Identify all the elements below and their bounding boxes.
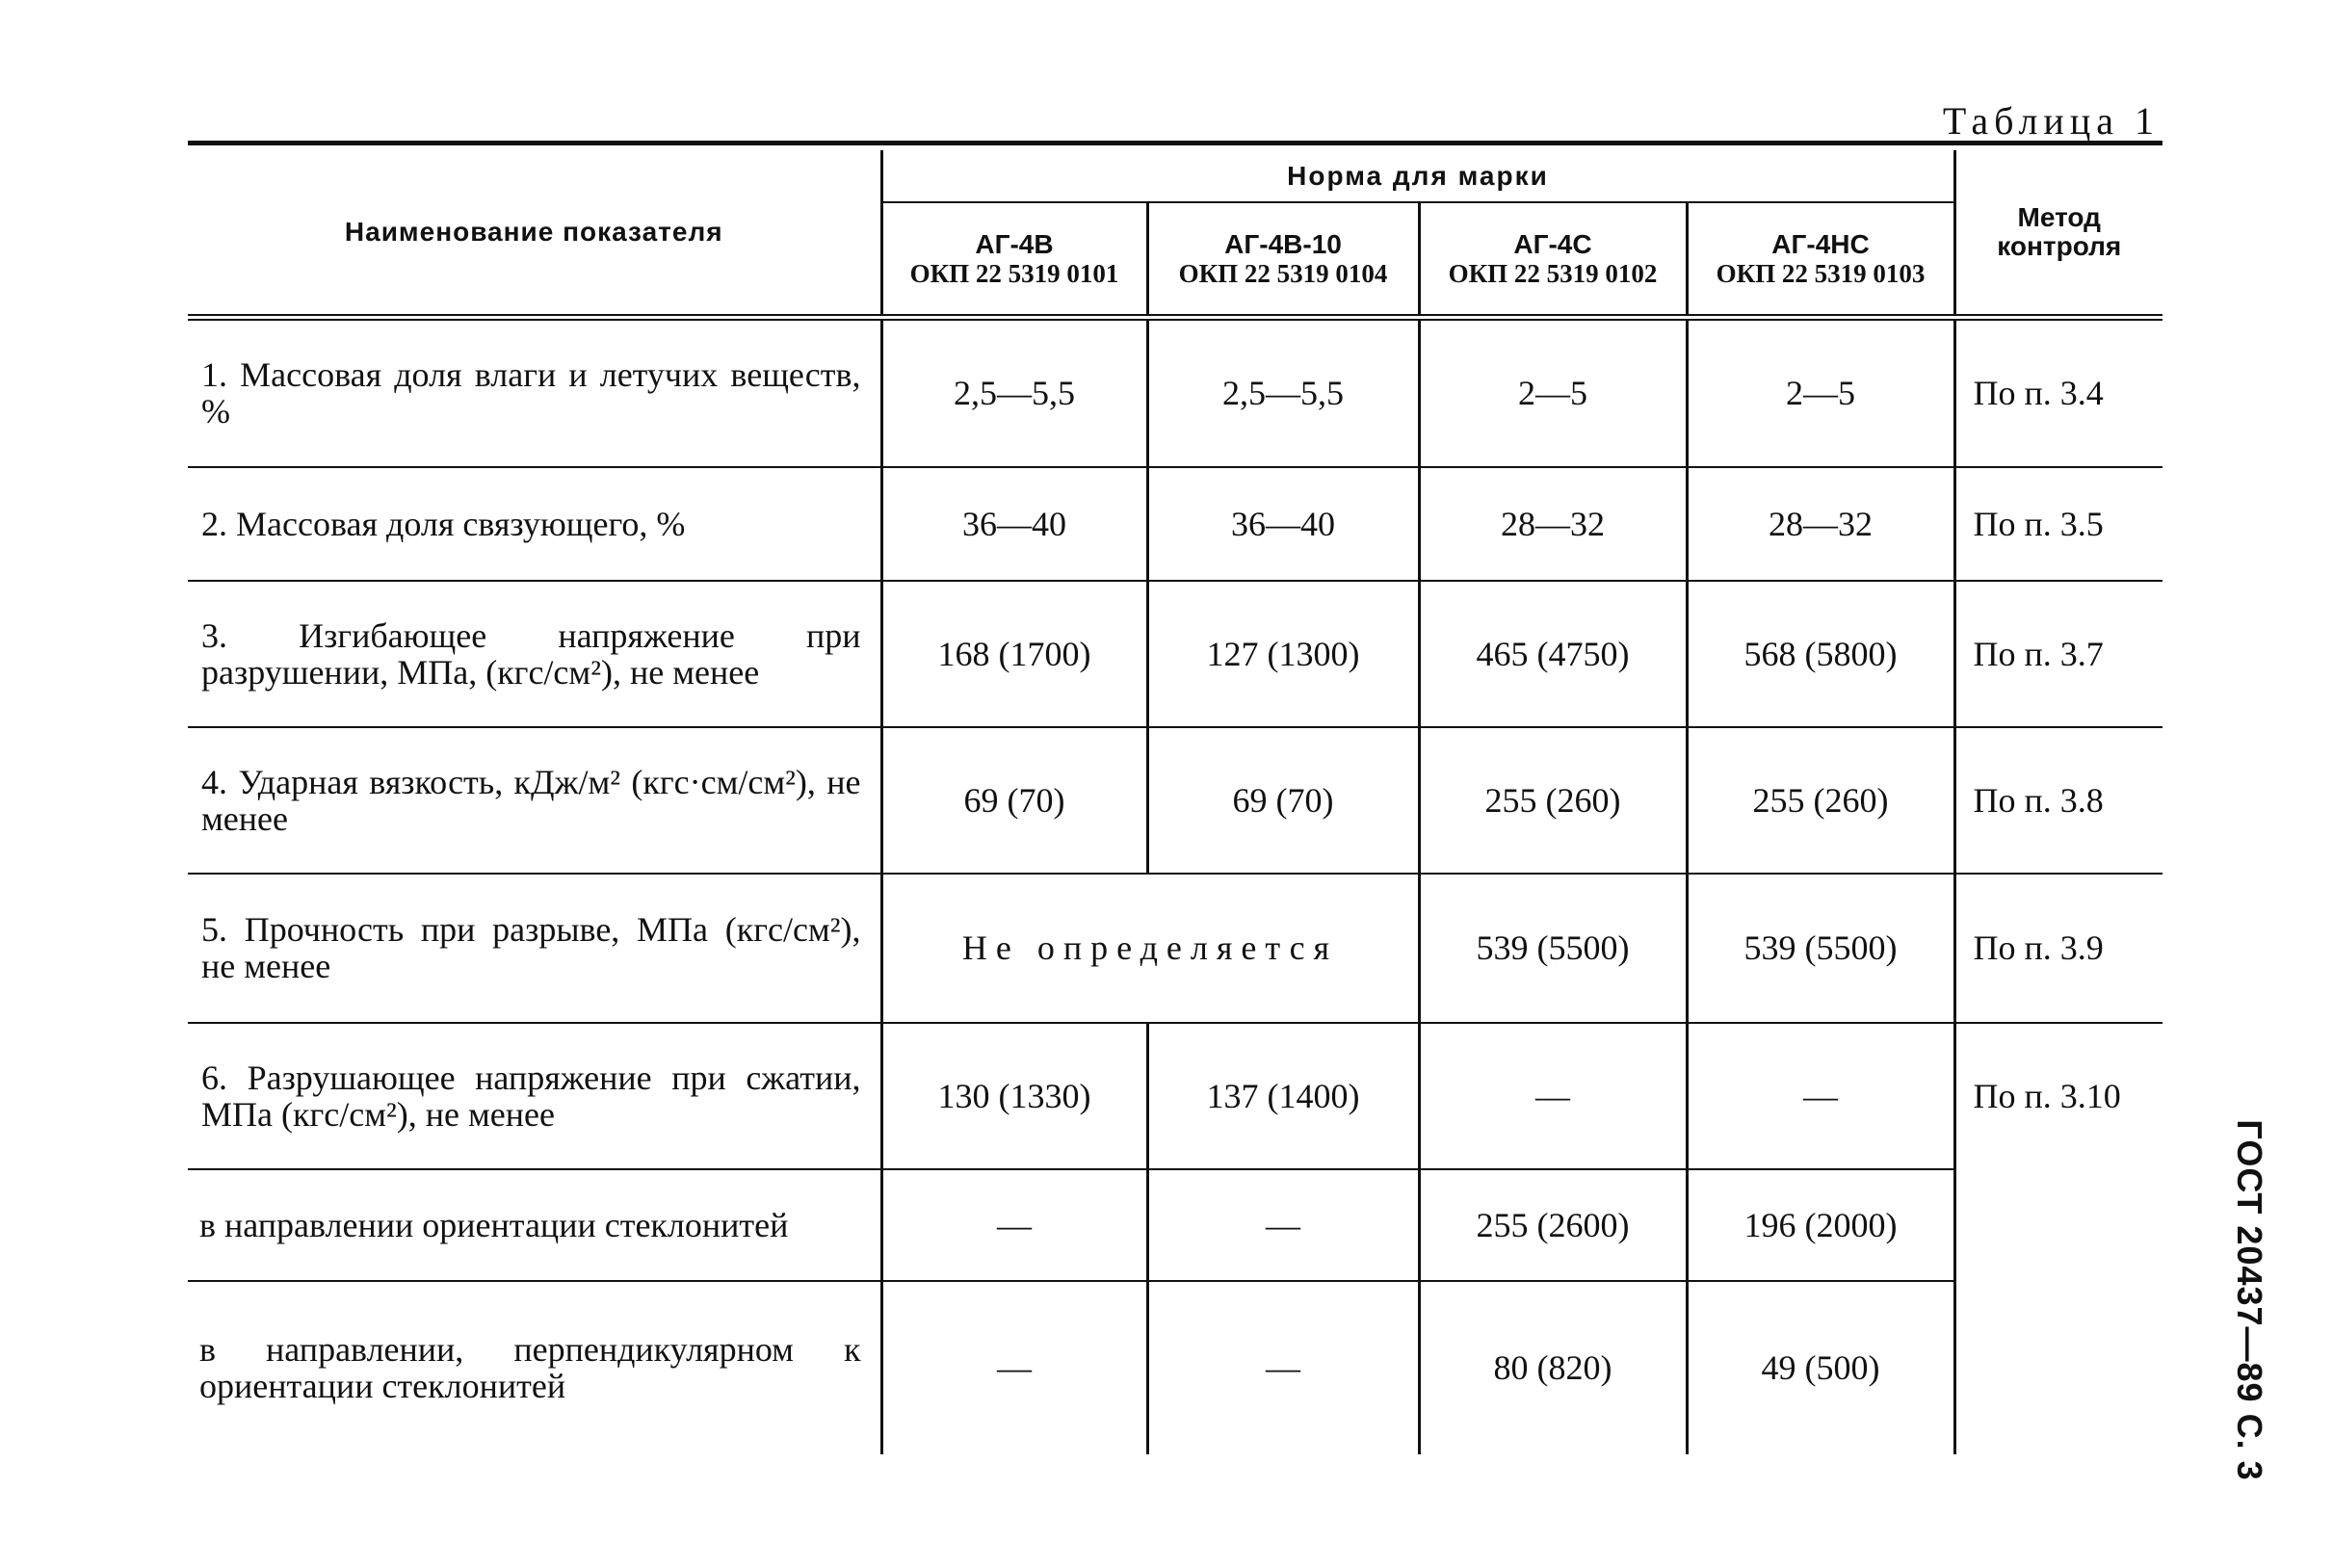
indicator-cell — [188, 467, 881, 581]
method-cell: По п. 3.7 — [1954, 581, 2163, 727]
value-cell: — — [1147, 1169, 1419, 1281]
value-cell: — — [1147, 1281, 1419, 1454]
grade-name: АГ-4С — [1513, 228, 1592, 259]
grade-name: АГ-4В-10 — [1224, 228, 1342, 259]
indicator-text: в направлении ориентации стеклонитей — [199, 1205, 789, 1244]
table-row — [188, 318, 2163, 467]
value-cell: 2—5 — [1687, 318, 1954, 467]
value-cell: 2,5—5,5 — [881, 318, 1147, 467]
grade-header — [1147, 202, 1419, 317]
value-cell: 36—40 — [1147, 467, 1419, 581]
value-cell: 49 (500) — [1761, 1348, 1880, 1387]
value-cell: 465 (4750) — [1419, 581, 1687, 727]
indicator-cell — [188, 581, 881, 727]
indicator-cell — [188, 727, 881, 874]
indicator-cell — [188, 318, 881, 467]
method-cell — [1954, 1169, 2163, 1281]
table-caption: Таблица 1 — [1942, 99, 2160, 143]
value-cell: 255 (260) — [1687, 727, 1954, 874]
value-cell: 36—40 — [881, 467, 1147, 581]
value-cell: 28—32 — [1419, 467, 1687, 581]
value-cell: 539 (5500) — [1419, 874, 1687, 1023]
indicator-text: в направлении, перпендикулярном к ориентации стеклонитей — [199, 1330, 861, 1405]
value-cell: 539 (5500) — [1687, 874, 1954, 1023]
method-cell: По п. 3.5 — [1954, 467, 2163, 581]
indicator-text: 6. Разрушающее напряжение при сжатии, МПа (кгс/см²), не менее — [201, 1058, 861, 1134]
value-cell: 28—32 — [1687, 467, 1954, 581]
grade-header — [881, 202, 1147, 317]
indicator-cell — [188, 1023, 881, 1169]
indicator-cell — [188, 1281, 881, 1454]
value-cell: — — [881, 1281, 1147, 1454]
method-cell: По п. 3.4 — [1954, 318, 2163, 467]
grade-name: АГ-4НС — [1771, 228, 1870, 259]
value-cell: 80 (820) — [1419, 1281, 1687, 1454]
grade-header — [1419, 202, 1687, 317]
value-cell: 568 (5800) — [1687, 581, 1954, 727]
top-rule — [188, 141, 2163, 145]
value-cell: 137 (1400) — [1147, 1023, 1419, 1169]
indicator-text: 4. Ударная вязкость, кДж/м² (кгс·см/см²), не менее — [201, 762, 861, 838]
value-cell: 255 (2600) — [1419, 1169, 1687, 1281]
method-cell: По п. 3.10 — [1954, 1023, 2163, 1169]
grade-okp: ОКП 22 5319 0104 — [1178, 258, 1388, 288]
value-cell: 168 (1700) — [881, 581, 1147, 727]
grade-okp: ОКП 22 5319 0102 — [1448, 258, 1658, 288]
standard-page-label-text: ГОСТ 20437—89 С. 3 — [2230, 1119, 2269, 1481]
indicator-header: Наименование показателя — [188, 150, 881, 318]
value-cell: 69 (70) — [881, 727, 1147, 874]
grade-group-header: Норма для марки — [881, 150, 1954, 202]
value-cell: 69 (70) — [1147, 727, 1419, 874]
grade-header — [1687, 202, 1954, 317]
not-determined-cell: Не определяется — [881, 874, 1419, 1023]
standard-page-label — [2215, 1098, 2283, 1503]
value-cell: 2—5 — [1419, 318, 1687, 467]
grade-okp: ОКП 22 5319 0103 — [1716, 258, 1926, 288]
method-cell: По п. 3.8 — [1954, 727, 2163, 874]
table-row — [188, 1281, 2163, 1454]
indicator-cell — [188, 1169, 881, 1281]
value-cell: 130 (1330) — [881, 1023, 1147, 1169]
table-row — [188, 727, 2163, 874]
method-cell: По п. 3.9 — [1954, 874, 2163, 1023]
indicator-text: 2. Массовая доля связующего, % — [201, 504, 686, 543]
indicator-text: 5. Прочность при разрыве, МПа (кгс/см²), не менее — [201, 910, 861, 985]
indicator-cell — [188, 874, 881, 1023]
grade-okp: ОКП 22 5319 0101 — [909, 258, 1119, 288]
table-row — [188, 874, 2163, 1023]
value-cell: — — [881, 1169, 1147, 1281]
value-cell: — — [1419, 1023, 1687, 1169]
table-row — [188, 467, 2163, 581]
value-cell: 196 (2000) — [1687, 1169, 1954, 1281]
table-row — [188, 581, 2163, 727]
table-row — [188, 1023, 2163, 1169]
specification-table — [188, 150, 2163, 1454]
value-cell: 255 (260) — [1419, 727, 1687, 874]
value-cell: 2,5—5,5 — [1147, 318, 1419, 467]
method-cell — [1954, 1281, 2163, 1454]
indicator-text: 1. Массовая доля влаги и летучих веществ, % — [201, 355, 861, 431]
method-header: Метод контроля — [1954, 150, 2163, 318]
value-cell: — — [1687, 1023, 1954, 1169]
indicator-text: 3. Изгибающее напряжение при разрушении, МПа, (кгс/см²), не менее — [201, 615, 861, 692]
table-row — [188, 1169, 2163, 1281]
value-cell: 127 (1300) — [1147, 581, 1419, 727]
grade-name: АГ-4В — [975, 228, 1054, 259]
